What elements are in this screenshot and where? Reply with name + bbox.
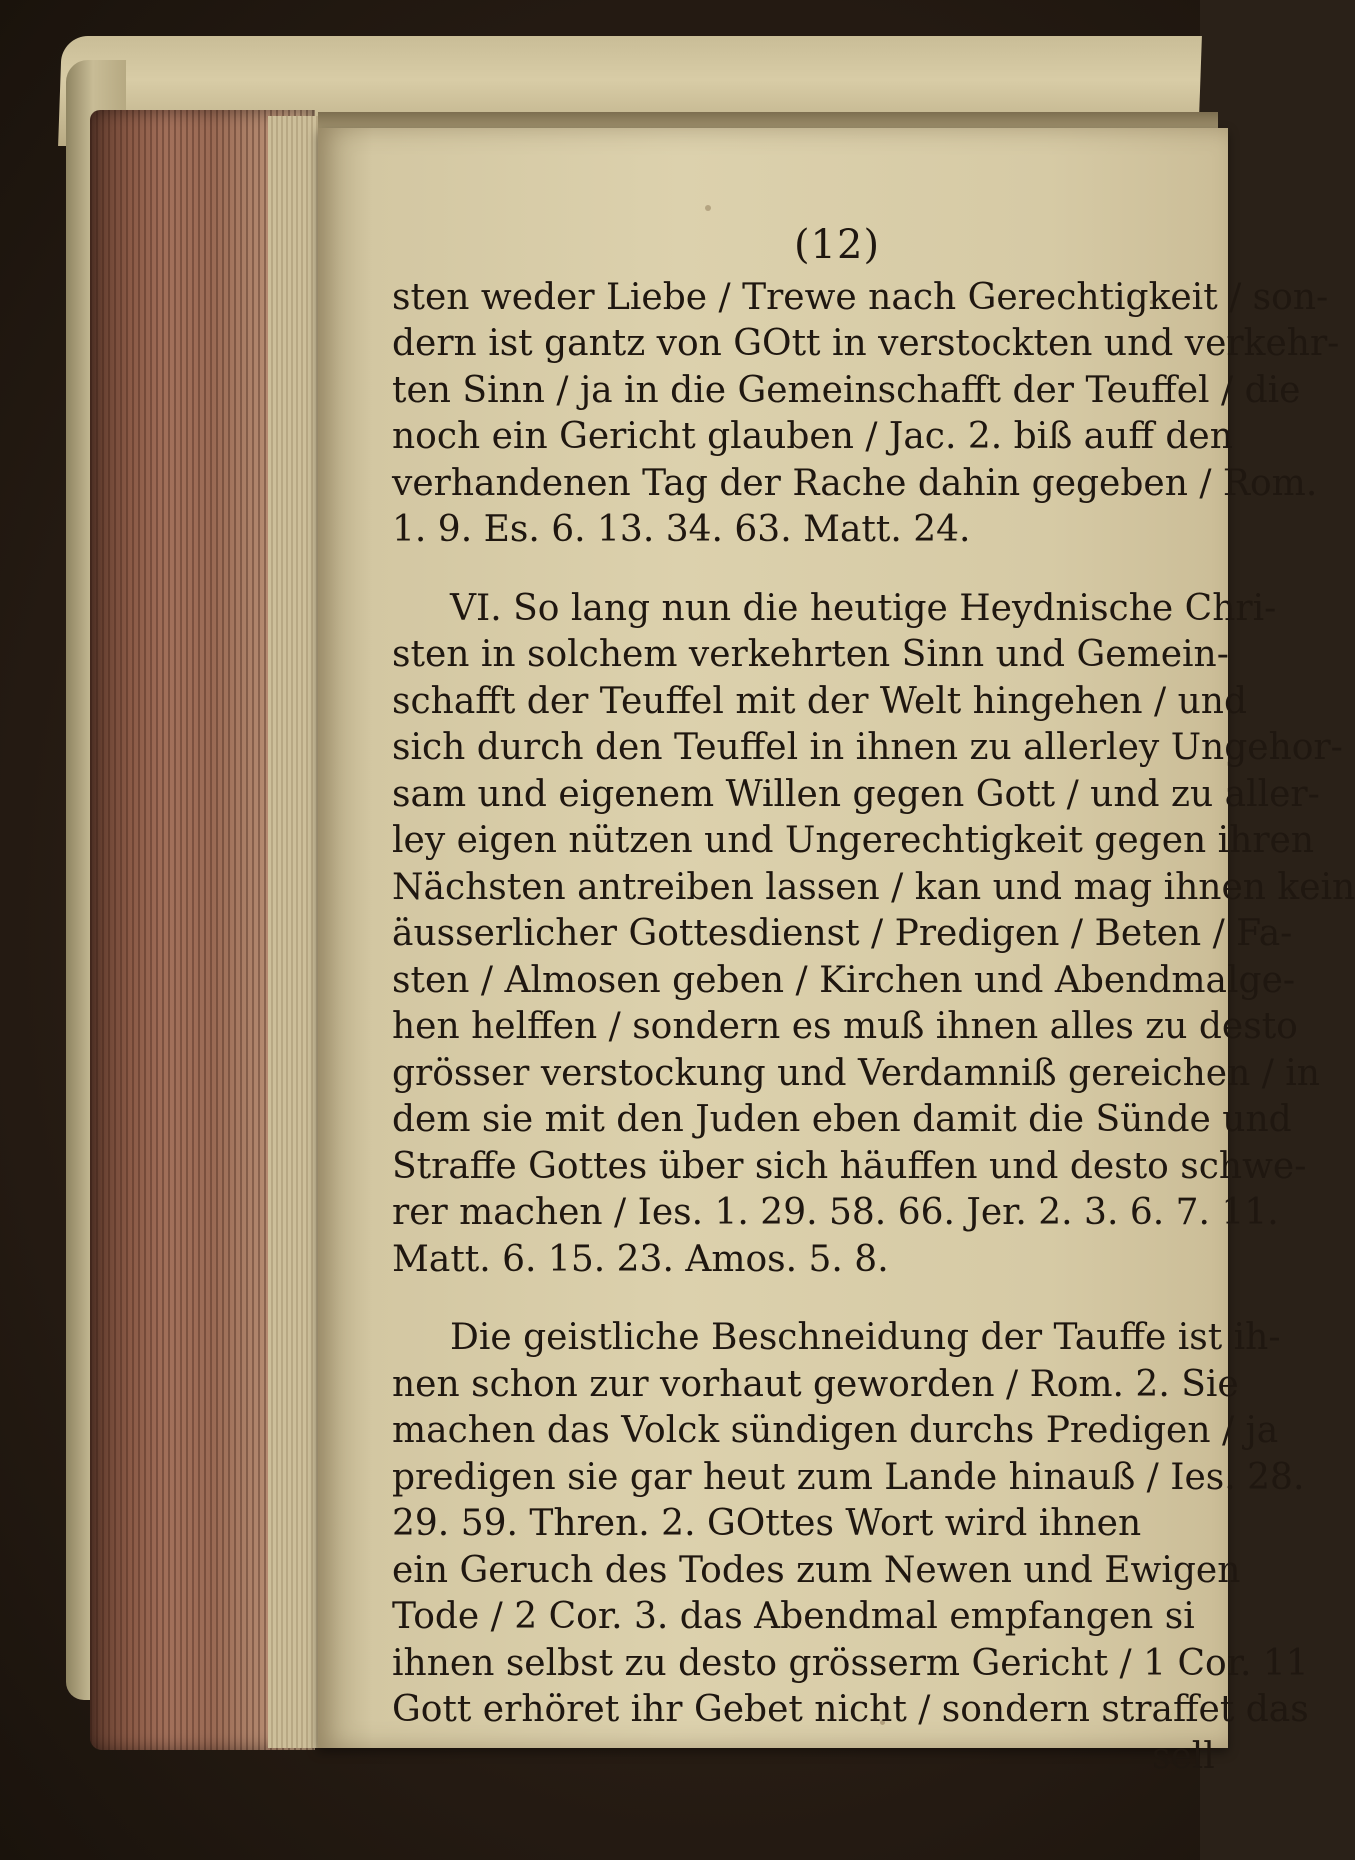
text-line: ein Geruch des Todes zum Newen und Ewigen — [392, 1549, 1241, 1591]
text-line: Tode / 2 Cor. 3. das Abendmal empfangen si — [392, 1596, 1195, 1637]
paragraph-1 — [392, 275, 1340, 554]
paper-speck — [705, 205, 711, 211]
text-line: sten / Almosen geben / Kirchen und Abendmalge- — [392, 959, 1296, 1001]
paragraph-3 — [392, 1315, 1309, 1780]
text-line: sten in solchem verkehrten Sinn und Gemein- — [392, 634, 1229, 675]
page-number: (12) — [793, 222, 881, 268]
text-line: Matt. 6. 15. 23. Amos. 5. 8. — [392, 1238, 889, 1280]
text-line: grösser verstockung und Verdamniß gereichen / in — [392, 1052, 1320, 1094]
text-line: verhandenen Tag der Rache dahin gegeben / Rom. — [392, 462, 1318, 504]
text-line: ten Sinn / ja in die Gemeinschafft der Teuffel / die — [392, 369, 1301, 411]
text-line: hen helffen / sondern es muß ihnen alles zu desto — [392, 1006, 1298, 1047]
text-line: dern ist gantz von GOtt in verstockten und verkehr- — [392, 323, 1340, 364]
paragraph-2 — [392, 586, 1355, 1284]
text-line: Die geistliche Beschneidung der Tauffe ist ih- — [450, 1317, 1281, 1358]
text-line: nen schon zur vorhaut geworden / Rom. 2. Sie — [392, 1363, 1239, 1405]
text-line: sich durch den Teuffel in ihnen zu allerley Ungehor- — [392, 727, 1343, 768]
text-line: äusserlicher Gottesdienst / Predigen / Beten / Fa- — [392, 913, 1293, 954]
text-line: machen das Volck sündigen durchs Predigen / ja — [392, 1410, 1279, 1451]
paragraph-gap — [392, 554, 1212, 586]
text-line: ihnen selbst zu desto grösserm Gericht / 1 Cor. 11 — [392, 1642, 1309, 1684]
text-line: 1. 9. Es. 6. 13. 34. 63. Matt. 24. — [392, 509, 971, 550]
text-line: predigen sie gar heut zum Lande hinauß / Ies. 28. — [392, 1456, 1305, 1498]
text-line: Straffe Gottes über sich häuffen und desto schwe- — [392, 1145, 1307, 1187]
text-line: schafft der Teuffel mit der Welt hingehen / und — [392, 680, 1248, 722]
text-line: noch ein Gericht glauben / Jac. 2. biß auff den — [392, 416, 1233, 457]
text-line: 29. 59. Thren. 2. GOttes Wort wird ihnen — [392, 1503, 1142, 1544]
text-line: sell — [1152, 1735, 1215, 1777]
text-line: sten weder Liebe / Trewe nach Gerechtigkeit / son- — [392, 276, 1329, 318]
text-line: dem sie mit den Juden eben damit die Sünde und — [392, 1099, 1292, 1140]
text-line: Nächsten antreiben lassen / kan und mag ihnen kein — [392, 866, 1355, 908]
text-line: rer machen / Ies. 1. 29. 58. 66. Jer. 2. 3. 6. 7. 11. — [392, 1192, 1279, 1233]
text-line: VI. So lang nun die heutige Heydnische Chri- — [450, 587, 1277, 629]
text-line: sam und eigenem Willen gegen Gott / und zu aller- — [392, 773, 1320, 815]
text-line: ley eigen nützen und Ungerechtigkeit gegen ihren — [392, 820, 1315, 861]
page-text — [392, 222, 1355, 1780]
paragraph-gap — [392, 1283, 1212, 1315]
text-line: Gott erhöret ihr Gebet nicht / sondern straffet das — [392, 1689, 1309, 1730]
